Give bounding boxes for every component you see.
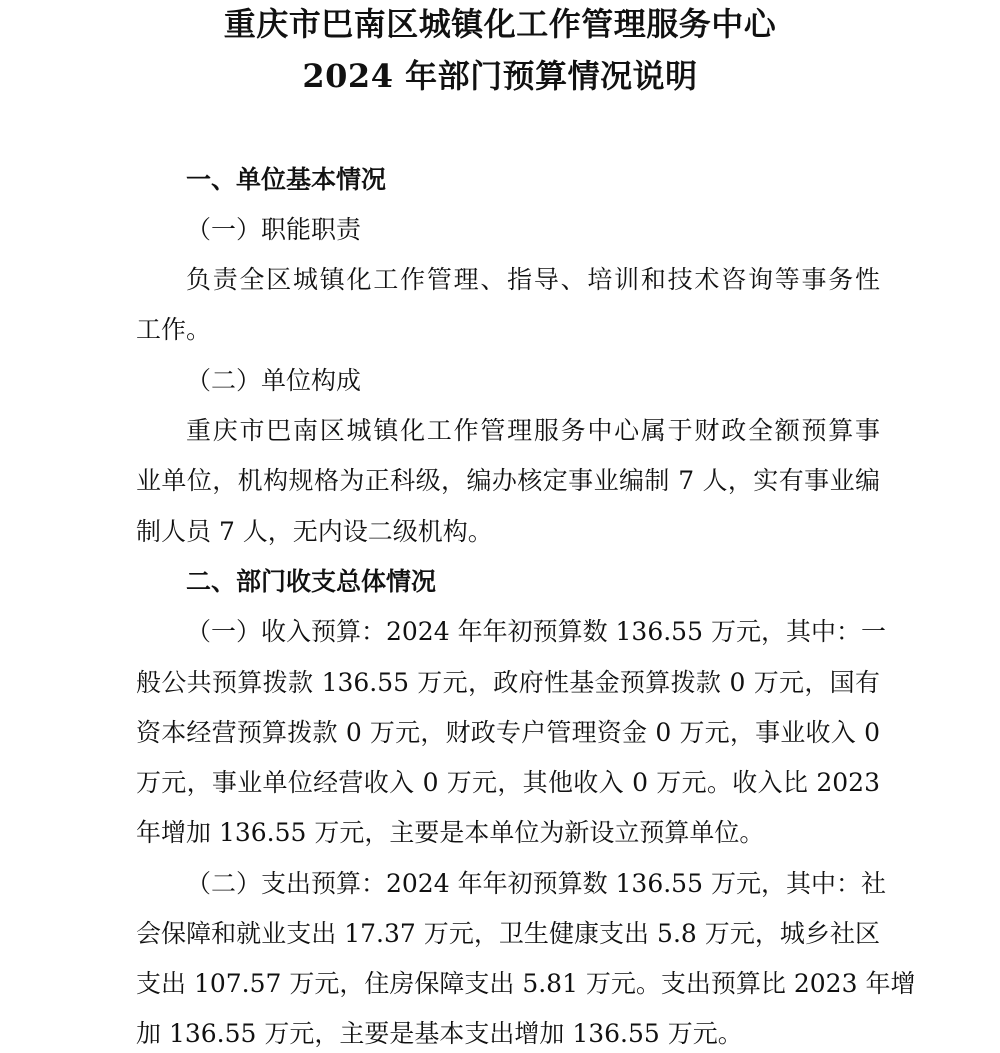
paragraph-line: 工作。: [136, 315, 212, 344]
section-heading-basic-info: 一、单位基本情况: [186, 165, 387, 194]
paragraph-line: 负责全区城镇化工作管理、指导、培训和技术咨询等事务性: [186, 265, 880, 294]
paragraph-line: 般公共预算拨款 136.55 万元，政府性基金预算拨款 0 万元，国有: [136, 668, 880, 697]
paragraph-line: 业单位，机构规格为正科级，编办核定事业编制 7 人，实有事业编: [136, 466, 880, 495]
paragraph-line: 会保障和就业支出 17.37 万元，卫生健康支出 5.8 万元，城乡社区: [136, 919, 880, 948]
paragraph-line: 年增加 136.55 万元，主要是本单位为新设立预算单位。: [136, 818, 765, 847]
paragraph-line: 加 136.55 万元，主要是基本支出增加 136.55 万元。: [136, 1019, 743, 1048]
paragraph-line: 支出 107.57 万元，住房保障支出 5.81 万元。支出预算比 2023 年增: [136, 969, 916, 998]
section-heading-budget-overview: 二、部门收支总体情况: [186, 567, 437, 596]
document-title-line-2: 2024 年部门预算情况说明: [302, 57, 698, 95]
paragraph-line: 资本经营预算拨款 0 万元，财政专户管理资金 0 万元，事业收入 0: [136, 718, 880, 747]
paragraph-line: （一）收入预算：2024 年年初预算数 136.55 万元，其中：一: [186, 617, 886, 646]
paragraph-line: 重庆市巴南区城镇化工作管理服务中心属于财政全额预算事: [186, 416, 880, 445]
paragraph-line: 万元，事业单位经营收入 0 万元，其他收入 0 万元。收入比 2023: [136, 768, 880, 797]
subheading-composition: （二）单位构成: [186, 366, 362, 395]
subheading-functions: （一）职能职责: [186, 215, 362, 244]
paragraph-line: 制人员 7 人，无内设二级机构。: [136, 517, 493, 546]
document-title-line-1: 重庆市巴南区城镇化工作管理服务中心: [223, 5, 777, 43]
paragraph-line: （二）支出预算：2024 年年初预算数 136.55 万元，其中：社: [186, 869, 886, 898]
